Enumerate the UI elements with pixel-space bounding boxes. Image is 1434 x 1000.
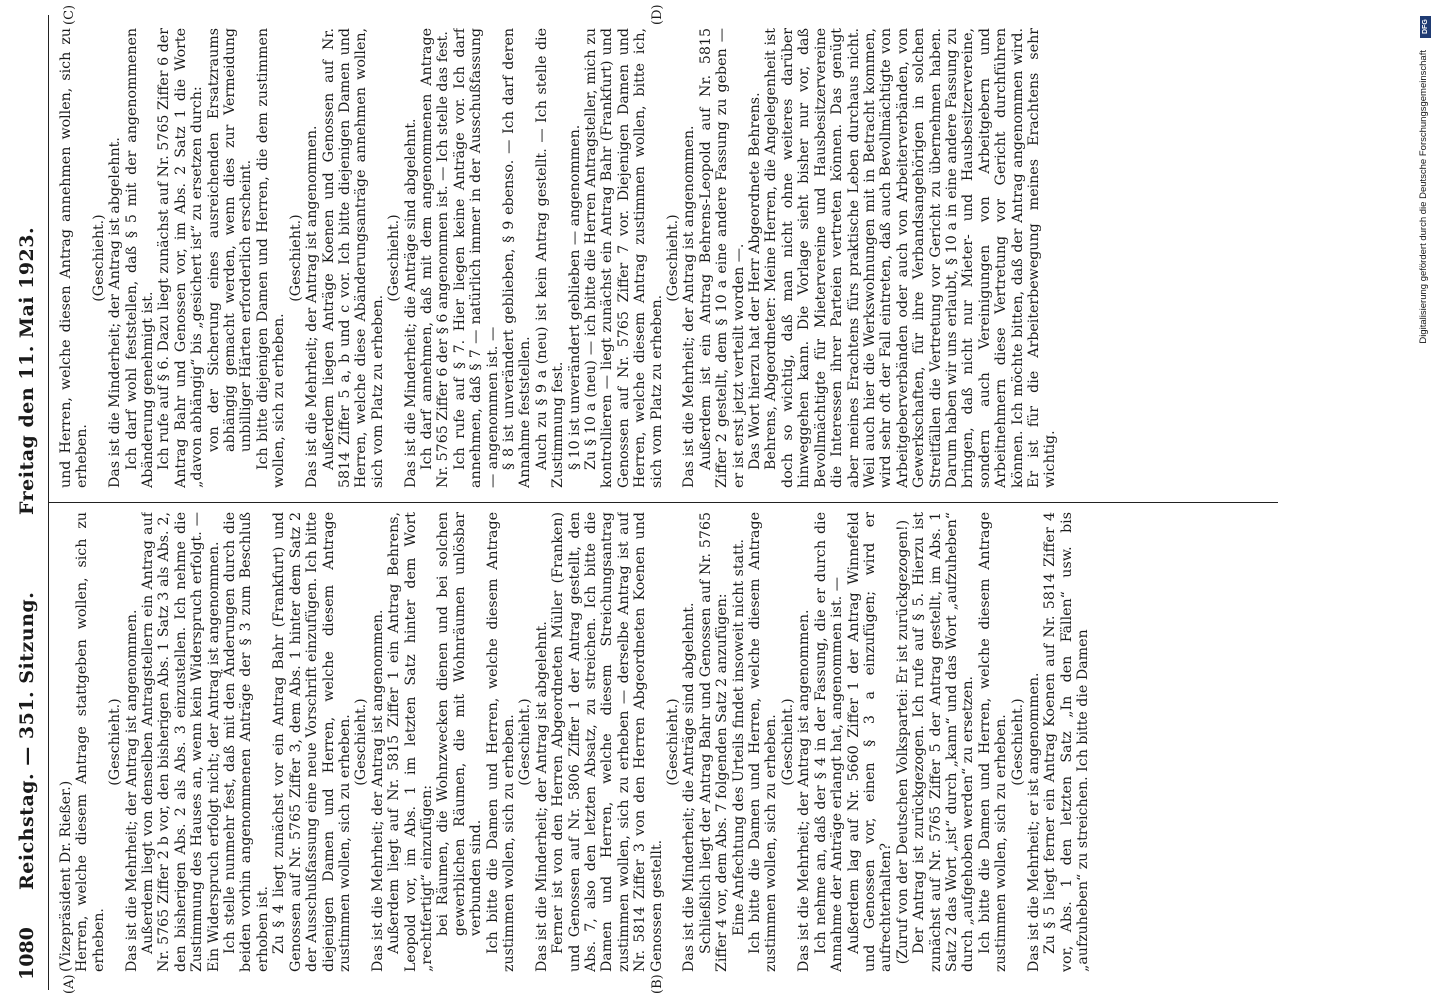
right-column-paragraph: (Geschieht.): [665, 214, 682, 302]
right-column-paragraph: Ich rufe auf § 6. Dazu liegt zunächst auf Nr. 5765 Ziffer 6 der Antrag Bahr und Genossen vor, im Abs. 2 Satz 1 die Worte „davon abhängig“ bis „gesichert ist“ zu ersetzen durch:: [156, 28, 206, 488]
right-text-column: [58, 28, 1273, 488]
left-column-paragraph: Das ist die Mehrheit; er ist angenommen.: [1025, 672, 1042, 972]
left-column-paragraph: Schließlich liegt der Antrag Bahr und Genossen auf Nr. 5765 Ziffer 4 vor, dem Abs. 7 folgenden Satz 2 anzufügen:: [697, 512, 731, 972]
left-column-paragraph: (Geschieht.): [517, 698, 534, 786]
right-column-paragraph: Das ist die Minderheit; die Anträge sind abgelehnt.: [402, 118, 419, 488]
left-column-paragraph: (Geschieht.): [107, 698, 124, 786]
left-column-paragraph: Ich nehme an, daß der § 4 in der Fassung, die er durch die Annahme der Anträge erlangt hat, angenommen ist. —: [812, 512, 846, 972]
dfg-logo: DFG: [1420, 16, 1431, 38]
right-column-paragraph: von der Sicherung eines ausreichenden Ersatzraums abhängig gemacht werden, wenn dies zur Vermeidung unbilliger Härten erforderlich erscheint.: [205, 28, 255, 452]
left-column-paragraph: (Zuruf von der Deutschen Volkspartei: Er ist zurückgezogen!): [894, 519, 911, 965]
left-column-paragraph: Das ist die Minderheit; die Anträge sind abgelehnt.: [681, 602, 698, 972]
page-number: 1080: [16, 927, 38, 980]
credit-label: Digitalisierung gefördert durch die Deutsche Forschungsgemeinschaft: [1418, 50, 1429, 344]
left-column-paragraph: Außerdem liegt auf Nr. 5815 Ziffer 1 ein Antrag Behrens, Leopold vor, im Abs. 1 im letzten Satz hinter dem Wort „rechtfertigt“ einzufügen:: [386, 512, 435, 972]
right-column-paragraph: und Herren, welche diesen Antrag annehmen wollen, sich zu erheben.: [58, 28, 91, 488]
left-column-paragraph: Ferner ist von den Herren Abgeordneten Müller (Franken) und Genossen auf Nr. 5806 Ziffer 1 der Antrag gestellt, den Abs. 7, also den letzten Absatz, zu streichen. Ich bitte die Damen und Herren, welche diesem Streichungsantrag zustimmen wollen, sich zu erheben — derselbe Antrag ist auf Nr. 5814 Ziffer 3 von den Herren Abgeordneten Koenen und Genossen gestellt.: [550, 512, 665, 972]
right-column-paragraph: Das ist die Mehrheit; der Antrag ist angenommen.: [304, 125, 321, 488]
right-column-paragraph: Behrens, Abgeordneter: Meine Herren, die Angelegenheit ist doch so wichtig, daß man nicht ohne weiteres darüber hinweggehen kann. Die Vorlage sieht bisher nur vor, daß Bevollmächtigte für Mietervereine und Hausbesitzervereine die Interessen ihrer Parteien vertreten können. Das genügt aber meines Erachtens fürs praktische Leben durchaus nicht. Weil auch hier die Werkswohnungen mit in Betracht kommen, wird sehr oft der Fall eintreten, daß auch Bevollmächtigte von Arbeitgeberverbänden oder auch von Arbeiterverbänden, von Gewerkschaften, für ihre Verbandsangehörigen in solchen Streitfällen die Vertretung vor Gericht zu übernehmen haben. Darum haben wir uns erlaubt, § 10 a in eine andere Fassung zu bringen, daß nicht nur Mieter- und Hausbesitzervereine, sondern auch Vereinigungen von Arbeitgebern und Arbeitnehmern diese Vertretung vor Gericht durchführen können. Ich möchte bitten, daß der Antrag angenommen wird. Er ist für die Arbeiterbewegung meines Erachtens sehr wichtig.: [763, 28, 1059, 488]
right-running-head: Freitag den 11. Mai 1923.: [16, 226, 38, 515]
left-column-paragraph: Eine Anfechtung des Urteils findet insoweit nicht statt.: [730, 539, 747, 936]
left-column-paragraph: (Geschieht.): [665, 698, 682, 786]
right-column-paragraph: (Geschieht.): [386, 214, 403, 302]
right-column-paragraph: § 10 ist unverändert geblieben — angenommen.: [566, 124, 583, 470]
right-column-paragraph: Außerdem ist ein Antrag Behrens-Leopold auf Nr. 5815 Ziffer 2 gestellt, dem § 10 a eine andere Fassung zu geben — er ist erst jetzt verteilt worden —.: [697, 28, 747, 488]
right-column-paragraph: Außerdem liegen Anträge Koenen und Genossen auf Nr. 5814 Ziffer 5 a, b und c vor. Ich bitte diejenigen Damen und Herren, welche diese Abänderungsanträge annehmen wollen, sich vom Platz zu erheben.: [320, 28, 386, 488]
right-column-paragraph: Das ist die Minderheit; der Antrag ist abgelehnt.: [107, 137, 124, 488]
left-column-paragraph: bei Räumen, die Wohnzwecken dienen und bei solchen gewerblichen Räumen, die mit Wohnräumen unlösbar verbunden sind.: [435, 512, 485, 936]
left-column-paragraph: Das ist die Mehrheit; der Antrag ist angenommen.: [796, 609, 813, 972]
margin-marker-a: (A): [62, 974, 77, 994]
left-column-paragraph: Ich stelle nunmehr fest, daß mit den Änderungen durch die beiden vorhin angenommenen Anträge der § 3 zum Beschluß erhoben ist.: [222, 512, 271, 972]
right-column-paragraph: Das Wort hierzu hat der Herr Abgeordnete Behrens.: [747, 92, 764, 470]
right-column-paragraph: Das ist die Mehrheit; der Antrag ist angenommen.: [681, 125, 698, 488]
left-column-paragraph: (Geschieht.): [779, 698, 796, 786]
right-column-paragraph: § 8 ist unverändert geblieben, § 9 ebenso. — Ich darf deren Annahme feststellen.: [500, 28, 534, 488]
left-column-paragraph: (Geschieht.): [1009, 698, 1026, 786]
left-column-paragraph: Das ist die Mehrheit; der Antrag ist angenommen.: [369, 609, 386, 972]
right-column-paragraph: Ich darf wohl feststellen, daß § 5 mit der angenommenen Abänderung genehmigt ist.: [123, 28, 157, 488]
left-column-paragraph: Herren, welche diesem Antrage stattgeben wollen, sich zu erheben.: [74, 512, 107, 972]
digitization-credit: [1418, 10, 1434, 990]
column-divider: [48, 502, 1278, 503]
left-column-paragraph: Ich bitte die Damen und Herren, welche diesem Antrage zustimmen wollen, sich zu erheben.: [484, 512, 517, 972]
left-column-paragraph: Das ist die Mehrheit; der Antrag ist angenommen.: [123, 609, 140, 972]
left-column-paragraph: Das ist die Minderheit; der Antrag ist abgelehnt.: [533, 621, 550, 972]
left-column-paragraph: Ich bitte die Damen und Herren, welche diesem Antrage zustimmen wollen, sich zu erheben.: [976, 512, 1010, 972]
right-column-paragraph: Ich darf annehmen, daß mit dem angenommenen Antrage Nr. 5765 Ziffer 6 der § 6 angenommen ist. — Ich stelle das fest.: [418, 28, 452, 488]
left-column-paragraph: Außerdem liegt von denselben Antragstellern ein Antrag auf Nr. 5765 Ziffer 2 b vor, den bisherigen Abs. 1 Satz 3 als Abs. 2, den bisherigen Abs. 2 als Abs. 3 einzustellen. Ich nehme die Zustimmung des Hauses an, wenn kein Widerspruch erfolgt. — Ein Widerspruch erfolgt nicht; der Antrag ist angenommen.: [140, 512, 222, 972]
margin-marker-c: (C): [62, 4, 77, 25]
left-running-head: Reichstag. — 351. Sitzung.: [16, 591, 38, 890]
left-column-paragraph: Außerdem lag auf Nr. 5660 Ziffer 1 der Antrag Winnefeld und Genossen vor, einen § 3 a einzufügen; wird er aufrechterhalten?: [845, 512, 895, 972]
margin-marker-d: (D): [650, 4, 665, 25]
left-text-column: [58, 512, 1273, 972]
left-column-paragraph: (Vizepräsident Dr. Rießer.): [58, 780, 74, 972]
left-column-paragraph: Der Antrag ist zurückgezogen. Ich rufe auf § 5. Hierzu ist zunächst auf Nr. 5765 Ziffer 5 der Antrag gestellt, im Abs. 1 Satz 2 das Wort „ist“ durch „kann“ und das Wort „aufzuheben“ durch „aufgehoben werden“ zu ersetzen.: [911, 512, 977, 972]
right-column-paragraph: Auch zu § 9 a (neu) ist kein Antrag gestellt. — Ich stelle die Zustimmung fest.: [533, 28, 567, 488]
left-column-paragraph: Ich bitte die Damen und Herren, welche diesem Antrage zustimmen wollen, sich zu erheben.: [747, 512, 780, 972]
left-column-paragraph: Zu § 5 liegt ferner ein Antrag Koenen auf Nr. 5814 Ziffer 4 vor, Abs. 1 den letzten Satz „In den Fällen“ usw. bis „aufzuheben“ zu streichen. Ich bitte die Damen: [1042, 512, 1092, 972]
margin-marker-b: (B): [650, 974, 665, 994]
left-column-paragraph: (Geschieht.): [353, 698, 370, 786]
left-column-paragraph: Zu § 4 liegt zunächst vor ein Antrag Bahr (Frankfurt) und Genossen auf Nr. 5765 Ziffer 3, dem Abs. 1 hinter dem Satz 2 der Ausschußfassung eine neue Vorschrift einzufügen. Ich bitte diejenigen Damen und Herren, welche diesem Antrage zustimmen wollen, sich zu erheben.: [271, 512, 353, 972]
right-column-paragraph: Ich rufe auf § 7. Hier liegen keine Anträge vor. Ich darf annehmen, daß § 7 — natürlich immer in der Ausschußfassung — angenommen ist. —: [451, 28, 501, 488]
right-column-paragraph: (Geschieht.): [287, 214, 304, 302]
right-column-paragraph: (Geschieht.): [90, 214, 107, 302]
right-column-paragraph: Ich bitte diejenigen Damen und Herren, die dem zustimmen wollen, sich zu erheben.: [254, 28, 288, 488]
right-column-paragraph: Zu § 10 a (neu) — ich bitte die Herren Antragsteller, mich zu kontrollieren — liegt zunächst ein Antrag Bahr (Frankfurt) und Genossen auf Nr. 5765 Ziffer 7 vor. Diejenigen Damen und Herren, welche diesem Antrag zustimmen wollen, bitte ich, sich vom Platz zu erheben.: [583, 28, 665, 488]
